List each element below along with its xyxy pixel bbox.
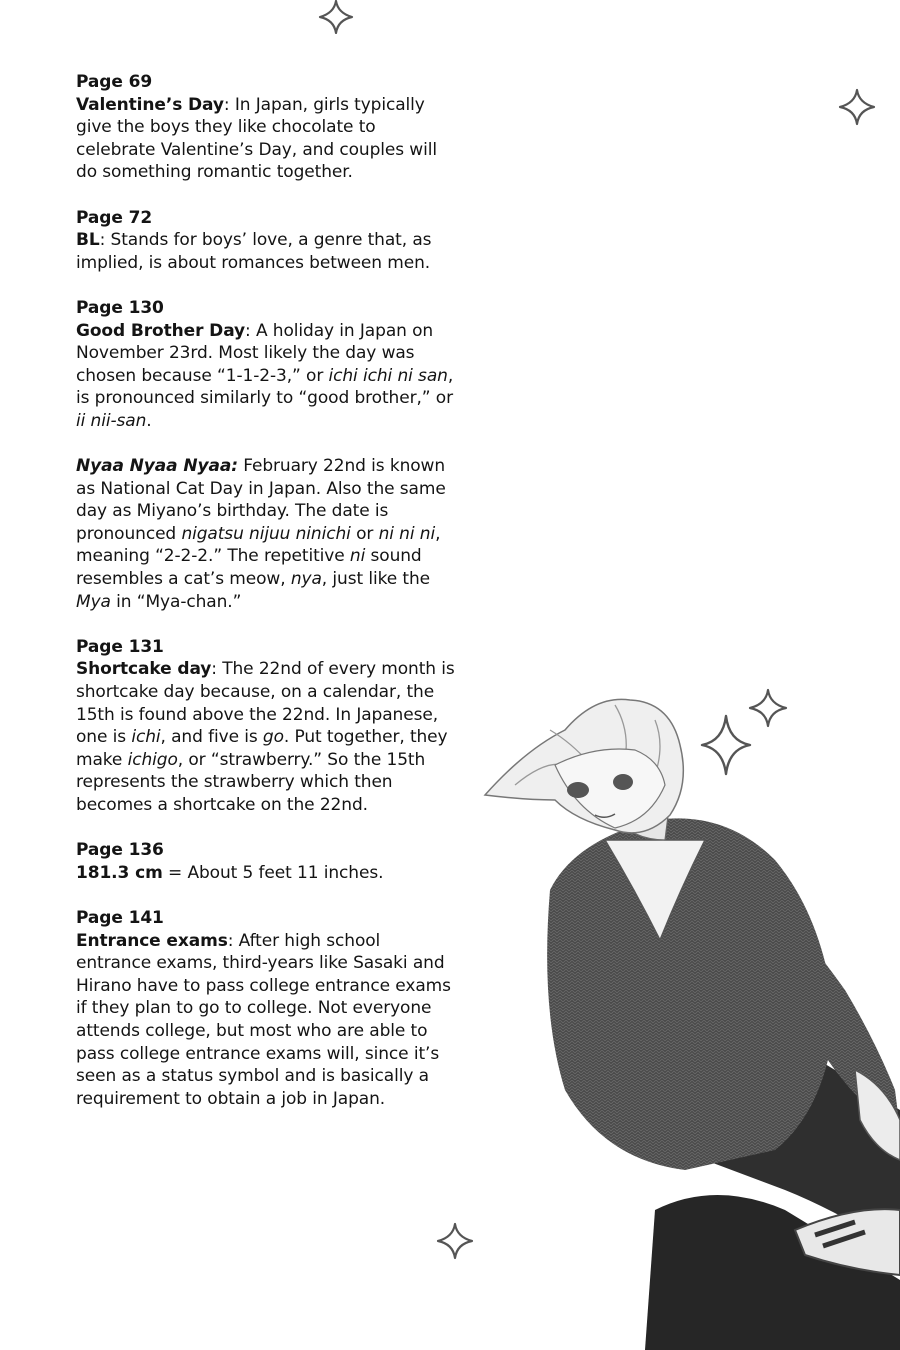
note-entry xyxy=(76,907,456,1110)
page-number-label: Page 69 xyxy=(76,72,153,92)
note-run: February 22nd is known as National Cat Day in Japan. Also the same day as Miyano’s birthday. The date is pronounced xyxy=(76,456,446,544)
translation-notes xyxy=(76,71,456,1133)
note-run: . Put together, they make xyxy=(76,727,448,770)
note-entry xyxy=(76,636,456,817)
note-run: in “Mya-chan.” xyxy=(110,591,242,612)
manga-boy-illustration xyxy=(455,690,900,1350)
note-term: 181.3 cm xyxy=(76,862,163,883)
note-run: . xyxy=(146,410,152,431)
italic-term: ichi ichi ni san xyxy=(328,365,448,386)
italic-term: nya xyxy=(290,569,322,590)
note-text: Good Brother Day: A holiday in Japan on November 23rd. Most likely the day was chosen because “1-1-2-3,” or ichi ichi ni san, is pronounced similarly to “good brother,” or ii nii-san. xyxy=(76,320,454,431)
italic-term: ni ni ni xyxy=(378,523,436,544)
note-term: Good Brother Day xyxy=(76,320,246,341)
note-text: Shortcake day: The 22nd of every month is shortcake day because, on a calendar, the 15th is found above the 22nd. In Japanese, one is ichi, and five is go. Put together, they make ichigo, or “strawberry.” So the 15th represents the strawberry which then becomes a shortcake on the 22nd. xyxy=(76,659,455,815)
note-run: A holiday in Japan on November 23rd. Most likely the day was chosen because “1-1-2-3,” or xyxy=(76,320,434,386)
page-number-label: Page 130 xyxy=(76,297,164,318)
note-run: sound resembles a cat’s meow, xyxy=(76,546,422,590)
note-entry xyxy=(76,839,456,884)
note-run: Stands for boys’ love, a genre that, as implied, is about romances between men. xyxy=(76,230,432,273)
note-text: Valentine’s Day: In Japan, girls typically give the boys they like chocolate to celebrate Valentine’s Day, and couples will do something romantic together. xyxy=(76,94,437,183)
note-run: In Japan, girls typically give the boys they like chocolate to celebrate Valentine’s Day, and couples will do something romantic together. xyxy=(76,94,437,183)
note-term: Entrance exams xyxy=(76,930,228,951)
note-run: , is pronounced similarly to “good brother,” or xyxy=(76,365,454,409)
sparkle-icon xyxy=(318,0,354,34)
italic-term: Mya xyxy=(76,591,111,612)
note-run: After high school entrance exams, third-years like Sasaki and Hirano have to pass college entrance exams if they plan to go to college. Not everyone attends college, but most who are able to pass college entrance exams will, since it’s seen as a status symbol and is basically a requirement to obtain a job in Japan. xyxy=(76,930,451,1109)
note-entry xyxy=(76,297,456,433)
note-term: Valentine’s Day xyxy=(76,94,224,115)
page-number-label: Page 141 xyxy=(76,907,164,928)
italic-term: go xyxy=(262,727,284,748)
italic-term: ichi xyxy=(131,727,161,748)
italic-term: ii nii-san xyxy=(76,410,147,431)
note-entry xyxy=(76,71,456,184)
note-run: , just like the xyxy=(321,569,430,590)
note-run: , or “strawberry.” So the 15th represents the strawberry which then becomes a shortcake on the 22nd. xyxy=(76,749,426,815)
note-text xyxy=(76,456,446,612)
note-run: , meaning “2-2-2.” The repetitive xyxy=(76,523,441,567)
note-term: Shortcake day xyxy=(76,659,212,680)
note-entry xyxy=(76,455,456,613)
note-run: The 22nd of every month is shortcake day because, on a calendar, the 15th is found above the 22nd. In Japanese, one is xyxy=(76,659,455,748)
italic-term: nigatsu nijuu ninichi xyxy=(181,523,351,544)
note-term: Nyaa Nyaa Nyaa: xyxy=(76,456,238,477)
note-text: BL: Stands for boys’ love, a genre that, as implied, is about romances between men. xyxy=(76,230,432,273)
note-run: or xyxy=(350,523,379,544)
note-run: = About 5 feet 11 inches. xyxy=(168,862,384,883)
sparkle-icon xyxy=(838,88,876,126)
note-text: Entrance exams: After high school entrance exams, third-years like Sasaki and Hirano have to pass college entrance exams if they plan to go to college. Not everyone attends college, but most who are able to pass college entrance exams will, since it’s seen as a status symbol and is basically a requirement to obtain a job in Japan. xyxy=(76,930,451,1109)
page-number-label: Page 131 xyxy=(76,636,164,657)
page-number-label: Page 136 xyxy=(76,840,164,861)
italic-term: ichigo xyxy=(127,749,178,770)
note-text xyxy=(76,863,383,883)
italic-term: ni xyxy=(349,546,366,567)
note-term: BL xyxy=(76,230,100,251)
page-number-label: Page 72 xyxy=(76,207,153,228)
note-entry xyxy=(76,207,456,275)
note-run: , and five is xyxy=(160,727,263,748)
